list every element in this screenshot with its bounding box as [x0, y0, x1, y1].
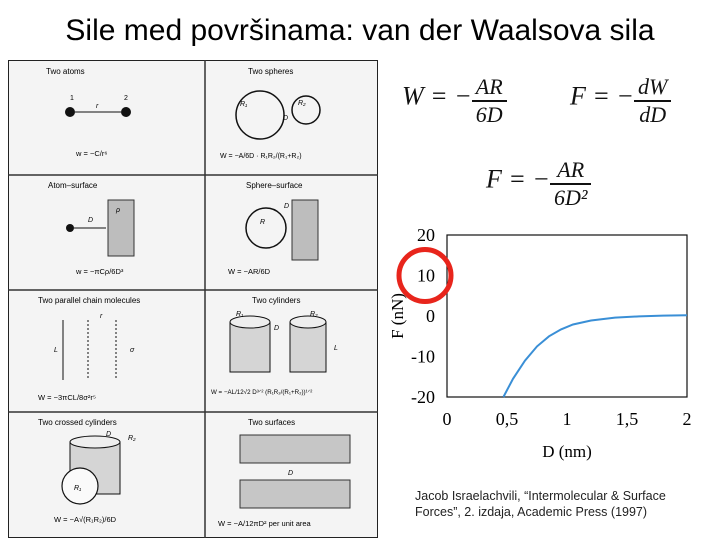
y-tick-label: -10 [411, 346, 435, 367]
equation-energy: W = − $\frac{AR}{6D}$ [402, 74, 507, 128]
force-curve [503, 315, 687, 397]
svg-text:D: D [106, 431, 112, 438]
cell-heading: Two parallel chain molecules [38, 296, 141, 305]
svg-text:D: D [274, 325, 280, 332]
x-tick-label: 1 [562, 409, 572, 429]
surface-icon [240, 435, 350, 463]
cell-formula: W = −AL/12√2 D³ᐟ² (R₁R₂/(R₁+R₂))¹ᐟ² [211, 389, 313, 396]
cell-formula: W = −A/6D · R₁R₂/(R₁+R₂) [220, 153, 302, 160]
cell-formula: W = −3πCL/8σ²r⁵ [38, 393, 96, 402]
cylinder-icon [230, 322, 270, 372]
svg-text:ρ: ρ [116, 207, 121, 214]
atom-icon [66, 224, 74, 232]
surface-icon [292, 200, 318, 260]
svg-text:1: 1 [70, 95, 74, 102]
svg-text:D: D [88, 217, 94, 224]
y-tick-label: -20 [411, 387, 435, 407]
x-tick-labels [443, 409, 692, 429]
cell-heading: Two atoms [46, 67, 85, 76]
svg-text:r: r [100, 313, 103, 320]
x-tick-label: 0 [442, 409, 452, 429]
svg-text:R₁: R₁ [236, 311, 244, 318]
surface-icon [240, 480, 350, 508]
surface-icon [108, 200, 134, 256]
citation: Jacob Israelachvili, “Intermolecular & Surface Forces”, 2. izdaja, Academic Press (1997) [415, 489, 666, 519]
cell-heading: Two surfaces [248, 418, 296, 427]
cell-formula: W = −A/12πD² per unit area [218, 519, 311, 528]
svg-text:R₂: R₂ [128, 435, 136, 442]
cell-formula: w = −C/r⁶ [76, 149, 108, 158]
cell-heading: Two crossed cylinders [38, 418, 117, 427]
svg-text:D: D [283, 115, 289, 122]
cell-heading: Sphere–surface [246, 181, 303, 190]
cell-formula: w = −πCρ/6D³ [76, 267, 124, 276]
x-tick-label: 2 [682, 409, 692, 429]
svg-text:L: L [334, 345, 338, 352]
slide-title: Sile med površinama: van der Waalsova sila [65, 14, 655, 47]
equation-force-derivative: F = − $\frac{dW}{dD}$ [570, 74, 671, 128]
svg-text:σ: σ [130, 347, 135, 354]
cell-formula: W = −AR/6D [228, 267, 271, 276]
svg-text:R₁: R₁ [240, 101, 248, 108]
cell-heading: Two cylinders [252, 296, 301, 305]
atom-icon [65, 107, 75, 117]
svg-text:D: D [284, 203, 290, 210]
vdw-geometry-table [8, 60, 378, 538]
cell-formula: W = −A√(R₁R₂)/6D [54, 515, 117, 524]
x-axis-label: D (nm) [542, 442, 592, 461]
cell-heading: Two spheres [248, 67, 294, 76]
y-tick-label: 20 [417, 225, 435, 245]
equation-force: F = − $\frac{AR}{\text{6D²}}$ [486, 157, 591, 211]
force-distance-chart [385, 225, 715, 475]
svg-text:R: R [260, 219, 266, 226]
atom-icon [121, 107, 131, 117]
svg-text:R₁: R₁ [74, 485, 82, 492]
y-tick-label: 10 [417, 265, 435, 286]
cell-heading: Atom–surface [48, 181, 98, 190]
y-axis-label: F (nN) [388, 293, 407, 339]
svg-text:R₂: R₂ [310, 311, 318, 318]
svg-text:r: r [96, 103, 99, 110]
x-tick-label: 0,5 [495, 409, 519, 429]
svg-text:L: L [54, 347, 58, 354]
y-tick-label: 0 [426, 306, 435, 326]
svg-text:2: 2 [124, 95, 128, 102]
svg-text:R₂: R₂ [298, 100, 306, 107]
cylinder-icon [290, 322, 326, 372]
svg-text:D: D [288, 470, 294, 477]
x-tick-label: 1,5 [615, 409, 639, 429]
